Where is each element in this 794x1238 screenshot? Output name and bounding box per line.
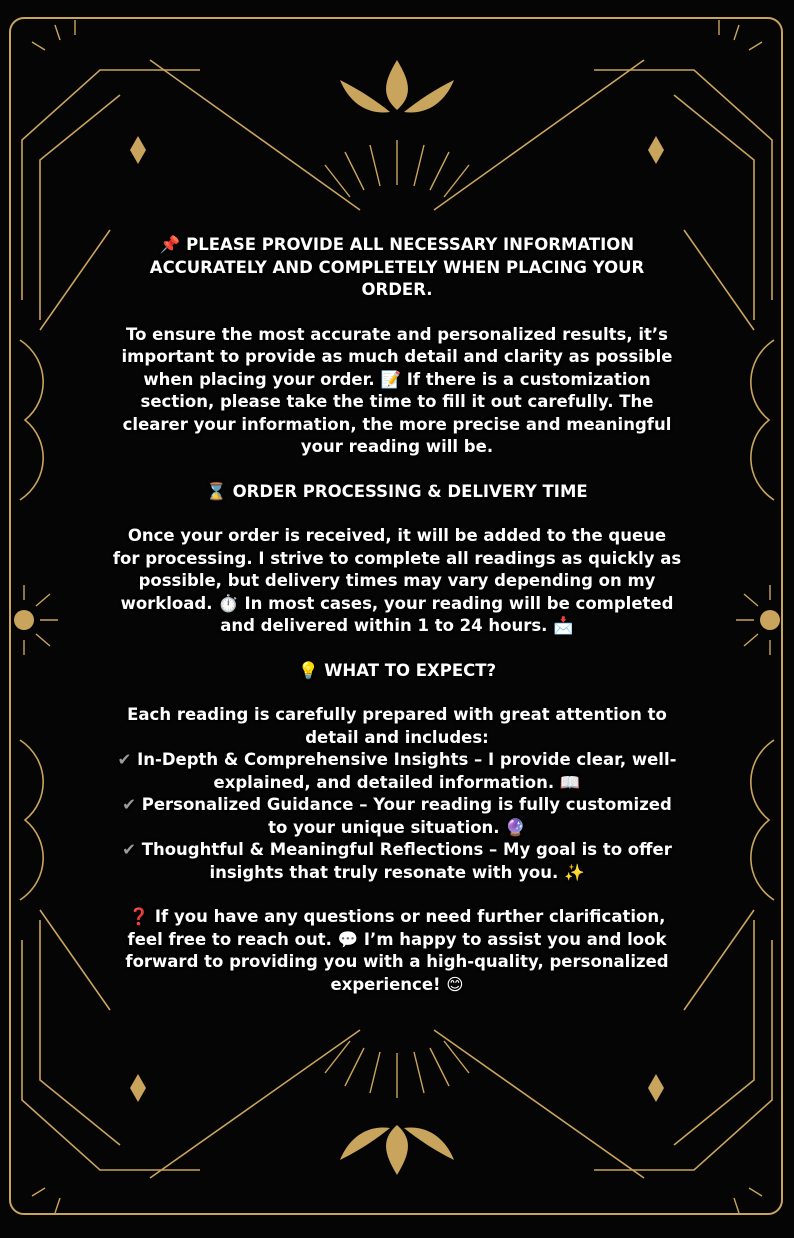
stopwatch-icon: ⏱️ [218, 593, 239, 613]
sparkle-ornament [32, 20, 75, 50]
fleur-ornament [130, 136, 146, 164]
list-item: ✔ Thoughtful & Meaningful Reflections – My goal is to offer insights that truly resonate with you. ✨ [122, 840, 672, 882]
lotus-ornament [340, 1127, 390, 1160]
lotus-ornament [404, 1127, 454, 1160]
line-ornament [684, 230, 754, 330]
checkmark-icon: ✔ [122, 795, 136, 814]
info-text-block [112, 234, 682, 996]
fleur-ornament [648, 1074, 664, 1102]
contact-paragraph: ❓ If you have any questions or need further clarification, feel free to reach out. 💬 I’m happy to assist you and look forward to providing you with a high-quality, personalized experience! 😊 [125, 907, 669, 994]
line-ornament [150, 1030, 360, 1178]
swirl-ornament [20, 740, 43, 900]
crescent-moon-icon [672, 58, 721, 122]
sparkle-ornament [32, 1188, 60, 1213]
checkmark-icon: ✔ [117, 750, 132, 769]
sparkle-ornament [719, 20, 762, 50]
lightbulb-icon: 💡 [297, 660, 319, 680]
swirl-ornament [20, 340, 43, 500]
info-heading-text: PLEASE PROVIDE ALL NECESSARY INFORMATION ACCURATELY AND COMPLETELY WHEN PLACING YOUR ORDER. [149, 235, 645, 299]
expect-heading [112, 660, 682, 683]
crescent-moon-icon [73, 58, 122, 122]
info-heading [112, 234, 682, 302]
line-ornament [40, 230, 110, 330]
sun-icon [14, 610, 34, 630]
fleur-ornament [130, 1074, 146, 1102]
line-ornament [434, 60, 644, 210]
smiling-face-icon: 😊 [446, 974, 464, 994]
fleur-ornament [648, 136, 664, 164]
delivery-heading-text: ORDER PROCESSING & DELIVERY TIME [232, 481, 588, 501]
crystal-ball-icon: 🔮 [505, 817, 526, 837]
hourglass-icon: ⌛ [206, 481, 227, 501]
question-mark-icon: ❓ [128, 907, 150, 926]
lotus-ornament [386, 1125, 408, 1175]
sun-icon [760, 610, 780, 630]
sun-rays-ornament [325, 1041, 469, 1098]
line-ornament [40, 920, 120, 1145]
line-ornament [674, 920, 754, 1145]
sparkles-icon: ✨ [564, 862, 585, 882]
delivery-heading [112, 481, 682, 504]
delivery-paragraph: Once your order is received, it will be added to the queue for processing. I strive to complete all readings as quickly as possible, but delivery times may vary depending on my workload. ⏱️ In most cases, your reading will be completed and delivered within 1 to 24 hours. 📩 [112, 526, 682, 635]
line-ornament [40, 95, 120, 320]
line-ornament [150, 60, 360, 210]
swirl-ornament [751, 740, 774, 900]
swirl-ornament [751, 340, 774, 500]
list-item: ✔ In-Depth & Comprehensive Insights – I provide clear, well-explained, and detailed information. 📖 [117, 750, 677, 792]
lotus-ornament [386, 60, 408, 110]
sparkle-ornament [734, 1188, 762, 1213]
lotus-ornament [340, 80, 390, 113]
info-paragraph: To ensure the most accurate and personalized results, it’s important to provide as much detail and clarity as possible when placing your order. 📝 If there is a customization section, please take the time to fill it out carefully. The clearer your information, the more precise and meaningful your reading will be. [121, 324, 673, 456]
envelope-icon: 📩 [553, 616, 574, 635]
line-ornament [674, 95, 754, 320]
line-ornament [684, 910, 754, 1010]
expect-heading-text: WHAT TO EXPECT? [324, 660, 497, 680]
list-item: ✔ Personalized Guidance – Your reading is fully customized to your unique situation. 🔮 [122, 795, 672, 837]
memo-icon: 📝 [380, 369, 401, 389]
book-icon: 📖 [559, 772, 581, 792]
line-ornament [434, 1030, 644, 1178]
checkmark-icon: ✔ [122, 840, 136, 859]
speech-bubble-icon: 💬 [337, 929, 359, 949]
pushpin-icon: 📌 [159, 235, 181, 254]
lotus-ornament [404, 80, 454, 113]
line-ornament [40, 910, 110, 1010]
sun-rays-ornament [325, 140, 469, 197]
expect-intro: Each reading is carefully prepared with great attention to detail and includes: [127, 705, 667, 747]
